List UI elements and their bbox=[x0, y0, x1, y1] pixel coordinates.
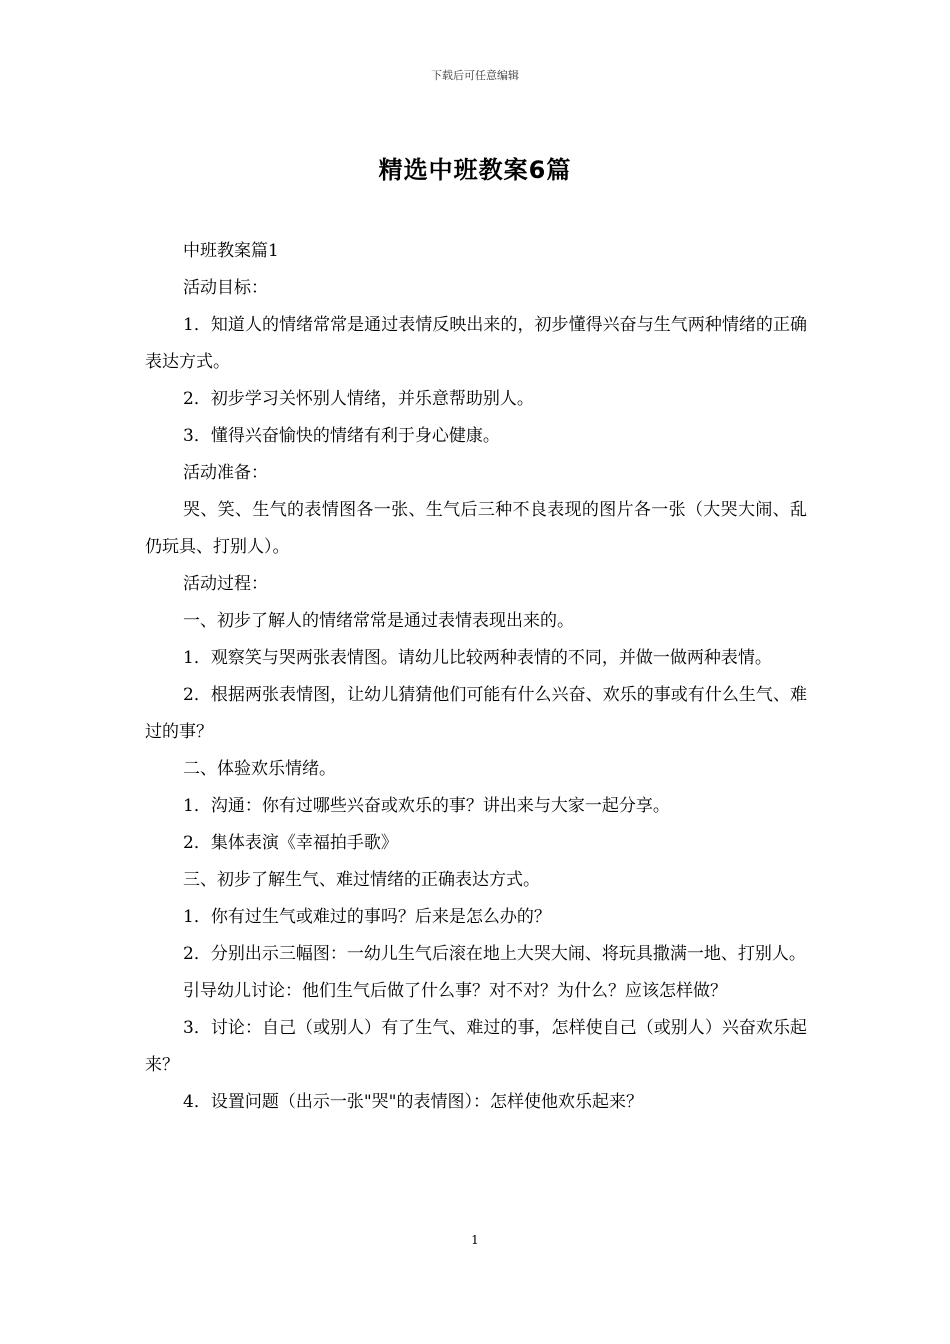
paragraph: 2．集体表演《幸福拍手歌》 bbox=[183, 833, 398, 853]
paragraph: 活动目标： bbox=[183, 278, 268, 298]
paragraph: 3．讨论：自己（或别人）有了生气、难过的事，怎样使自己（或别人）兴奋欢乐起来？ bbox=[145, 1018, 807, 1075]
paragraph: 活动准备： bbox=[183, 463, 268, 483]
paragraph: 1．知道人的情绪常常是通过表情反映出来的，初步懂得兴奋与生气两种情绪的正确表达方式。 bbox=[145, 315, 807, 372]
page-header: 下载后可任意编辑 bbox=[431, 69, 519, 82]
paragraph: 2．分别出示三幅图：一幼儿生气后滚在地上大哭大闹、将玩具撒满一地、打别人。 bbox=[183, 944, 806, 964]
document-body bbox=[145, 233, 807, 1121]
paragraph: 一、初步了解人的情绪常常是通过表情表现出来的。 bbox=[183, 611, 574, 631]
paragraph: 引导幼儿讨论：他们生气后做了什么事？对不对？为什么？应该怎样做？ bbox=[183, 981, 727, 1001]
paragraph: 1．你有过生气或难过的事吗？后来是怎么办的？ bbox=[183, 907, 551, 927]
paragraph: 4．设置问题（出示一张"哭"的表情图）：怎样使他欢乐起来？ bbox=[183, 1092, 643, 1112]
section-heading: 中班教案篇1 bbox=[183, 241, 279, 261]
document-title: 精选中班教案6篇 bbox=[378, 156, 572, 184]
paragraph: 哭、笑、生气的表情图各一张、生气后三种不良表现的图片各一张（大哭大闹、乱仍玩具、打别人）。 bbox=[145, 500, 807, 557]
page-number: 1 bbox=[471, 1233, 479, 1247]
paragraph: 1．沟通：你有过哪些兴奋或欢乐的事？讲出来与大家一起分享。 bbox=[183, 796, 670, 816]
paragraph: 二、体验欢乐情绪。 bbox=[183, 759, 336, 779]
paragraph: 2．根据两张表情图，让幼儿猜猜他们可能有什么兴奋、欢乐的事或有什么生气、难过的事？ bbox=[145, 685, 807, 742]
paragraph: 1．观察笑与哭两张表情图。请幼儿比较两种表情的不同，并做一做两种表情。 bbox=[183, 648, 772, 668]
paragraph: 2．初步学习关怀别人情绪，并乐意帮助别人。 bbox=[183, 389, 534, 409]
paragraph: 3．懂得兴奋愉快的情绪有利于身心健康。 bbox=[183, 426, 500, 446]
paragraph: 活动过程： bbox=[183, 574, 268, 594]
paragraph: 三、初步了解生气、难过情绪的正确表达方式。 bbox=[183, 870, 540, 890]
